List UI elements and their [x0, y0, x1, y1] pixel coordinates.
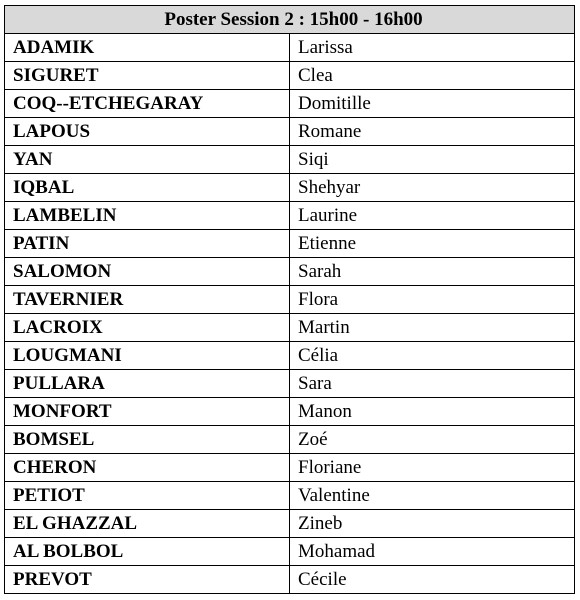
table-row: [5, 510, 575, 538]
participant-first-name: Etienne: [290, 230, 575, 258]
participant-surname: SIGURET: [5, 62, 290, 90]
participant-first-name: Romane: [290, 118, 575, 146]
participant-surname: LOUGMANI: [5, 342, 290, 370]
participant-surname: LAPOUS: [5, 118, 290, 146]
table-row: [5, 118, 575, 146]
participant-first-name: Sara: [290, 370, 575, 398]
session-title: Poster Session 2 : 15h00 - 16h00: [5, 6, 575, 34]
participant-first-name: Shehyar: [290, 174, 575, 202]
table-row: [5, 426, 575, 454]
participant-surname: EL GHAZZAL: [5, 510, 290, 538]
participant-first-name: Clea: [290, 62, 575, 90]
participant-surname: BOMSEL: [5, 426, 290, 454]
poster-session-sheet: [4, 5, 575, 594]
participant-first-name: Célia: [290, 342, 575, 370]
participant-first-name: Domitille: [290, 90, 575, 118]
participant-surname: IQBAL: [5, 174, 290, 202]
participant-surname: MONFORT: [5, 398, 290, 426]
participant-surname: COQ--ETCHEGARAY: [5, 90, 290, 118]
table-row: [5, 538, 575, 566]
participant-surname: PATIN: [5, 230, 290, 258]
participant-surname: ADAMIK: [5, 34, 290, 62]
participant-first-name: Siqi: [290, 146, 575, 174]
participant-surname: TAVERNIER: [5, 286, 290, 314]
table-row: [5, 398, 575, 426]
table-row: [5, 202, 575, 230]
participant-first-name: Manon: [290, 398, 575, 426]
table-row: [5, 370, 575, 398]
participant-first-name: Zoé: [290, 426, 575, 454]
participant-surname: CHERON: [5, 454, 290, 482]
participant-first-name: Mohamad: [290, 538, 575, 566]
participant-surname: LACROIX: [5, 314, 290, 342]
participant-surname: SALOMON: [5, 258, 290, 286]
table-row: [5, 482, 575, 510]
table-row: [5, 34, 575, 62]
table-row: [5, 62, 575, 90]
table-row: [5, 286, 575, 314]
participant-surname: AL BOLBOL: [5, 538, 290, 566]
participant-surname: PETIOT: [5, 482, 290, 510]
table-row: [5, 258, 575, 286]
table-row: [5, 146, 575, 174]
table-row: [5, 90, 575, 118]
table-row: [5, 566, 575, 594]
participant-first-name: Floriane: [290, 454, 575, 482]
table-row: [5, 454, 575, 482]
participant-first-name: Martin: [290, 314, 575, 342]
participant-first-name: Laurine: [290, 202, 575, 230]
poster-session-table: [4, 5, 575, 594]
participant-first-name: Larissa: [290, 34, 575, 62]
participant-first-name: Sarah: [290, 258, 575, 286]
participant-surname: PREVOT: [5, 566, 290, 594]
table-row: [5, 174, 575, 202]
participant-first-name: Flora: [290, 286, 575, 314]
participant-first-name: Cécile: [290, 566, 575, 594]
participant-surname: LAMBELIN: [5, 202, 290, 230]
table-body: [5, 6, 575, 594]
participant-surname: PULLARA: [5, 370, 290, 398]
table-row: [5, 342, 575, 370]
participant-first-name: Zineb: [290, 510, 575, 538]
participant-surname: YAN: [5, 146, 290, 174]
table-row: [5, 314, 575, 342]
table-row: [5, 230, 575, 258]
table-header-row: [5, 6, 575, 34]
participant-first-name: Valentine: [290, 482, 575, 510]
